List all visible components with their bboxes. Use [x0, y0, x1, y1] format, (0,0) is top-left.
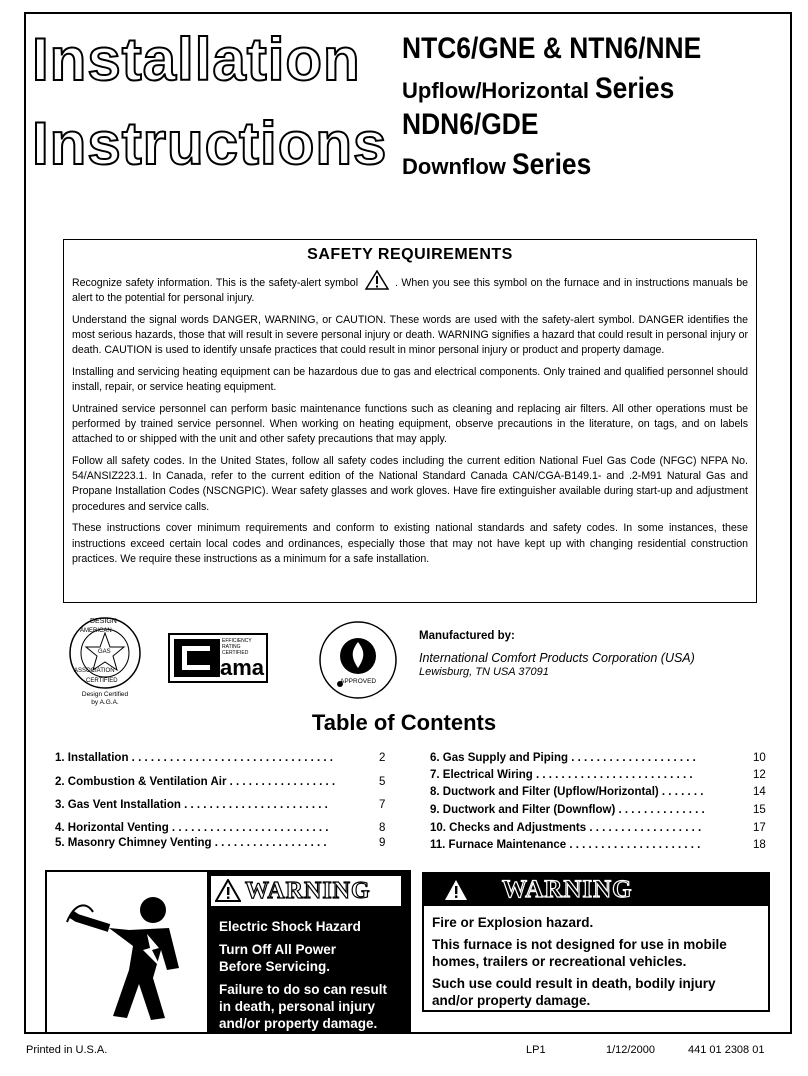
safety-paragraph-1 [72, 270, 748, 306]
toc-label: 1. Installation . . . . . . . . . . . . . . . . . . . . . . . . . . . . . . . . [55, 752, 333, 764]
warning-left-l2a: Turn Off All Power [219, 942, 336, 957]
toc-label: 9. Ductwork and Filter (Downflow) . . . . . . . . . . . . . . [430, 804, 705, 816]
toc-entry[interactable] [430, 786, 703, 801]
warning-left-l3a: Failure to do so can result [219, 982, 388, 997]
toc-page: 14 [753, 786, 766, 798]
toc-label: 5. Masonry Chimney Venting . . . . . . . . . . . . . . . . . . [55, 837, 327, 849]
warning-right-title: WARNING [502, 876, 633, 903]
toc-label: 7. Electrical Wiring . . . . . . . . . . . . . . . . . . . . . . . . . [430, 769, 693, 781]
toc-entry[interactable] [430, 804, 705, 819]
model-line-2 [402, 74, 685, 104]
safety-alert-icon [365, 270, 389, 290]
toc-page: 10 [753, 752, 766, 764]
model-line-4 [402, 150, 602, 180]
title-installation: Installation [32, 26, 361, 93]
gama-l1: EFFICIENCY [222, 638, 252, 644]
electric-shock-person-icon [57, 888, 207, 1023]
warning-right-l3b: and/or property damage. [432, 993, 591, 1008]
footer-date: 1/12/2000 [606, 1044, 655, 1056]
toc-entry[interactable] [430, 769, 693, 784]
toc-page: 18 [753, 839, 766, 851]
warning-left-alert-icon [215, 879, 241, 902]
toc-label: 4. Horizontal Venting . . . . . . . . . . . . . . . . . . . . . . . . . [55, 822, 329, 834]
model-line-1: NTC6/GNE & NTN6/NNE [402, 32, 702, 65]
warning-left-l1: Electric Shock Hazard [219, 919, 361, 934]
aga-caption-2: by A.G.A. [91, 699, 119, 706]
warning-left-l3c: and/or property damage. [219, 1016, 378, 1031]
toc-label: 11. Furnace Maintenance . . . . . . . . . . . . . . . . . . . . . [430, 839, 701, 851]
warning-right-text [432, 914, 727, 1009]
toc-right-column [430, 752, 770, 852]
aga-gas-text: GAS [98, 649, 111, 655]
toc-entry[interactable] [55, 752, 333, 767]
footer-code: LP1 [526, 1044, 546, 1056]
gama-small-text [222, 638, 252, 656]
fire-explosion-warning [422, 872, 770, 1012]
safety-paragraph-2: Understand the signal words DANGER, WARNING, or CAUTION. These words are used with the safety-alert symbol. DANGER identifies the most serious hazards, those that will result in severe personal injury or death. WARNING signifies a hazard that could result in personal injury or death. CAUTION is used to identify unsafe practices that could result in minor personal injury or product and property damage. [72, 313, 748, 357]
warning-left-title: WARNING [245, 878, 371, 904]
warning-left-banner [211, 876, 401, 906]
toc-label: 3. Gas Vent Installation . . . . . . . . . . . . . . . . . . . . . . . [55, 799, 328, 811]
model-line-3: NDN6/GDE [402, 108, 539, 141]
cga-seal-icon [318, 620, 398, 700]
warning-right-banner [424, 874, 768, 906]
model-line-4-a: Downflow [402, 154, 506, 179]
safety-heading: SAFETY REQUIREMENTS [307, 246, 513, 263]
electric-shock-warning [45, 870, 411, 1034]
aga-caption-1: Design Certified [81, 691, 129, 698]
warning-left-text [219, 918, 387, 1032]
toc-page: 2 [379, 752, 386, 764]
toc-entry[interactable] [430, 752, 696, 767]
gama-g-icon [182, 646, 210, 670]
toc-entry[interactable] [430, 839, 700, 854]
warning-right-alert-icon [444, 879, 468, 901]
warning-right-l2b: homes, trailers or recreational vehicles. [432, 954, 687, 969]
aga-american-text: AMERICAN [80, 628, 112, 634]
manufactured-by-label: Manufactured by: [419, 630, 515, 642]
gama-l2: RATING [222, 644, 241, 650]
toc-label: 2. Combustion & Ventilation Air . . . . . . . . . . . . . . . . . [55, 776, 336, 788]
gama-l3: CERTIFIED [222, 650, 249, 656]
aga-certified-logo [60, 616, 150, 706]
toc-entry[interactable] [430, 822, 701, 837]
toc-page: 5 [379, 776, 386, 788]
safety-paragraph-5: Follow all safety codes. In the United States, follow all safety codes including the current edition National Fuel Gas Code (NFGC) NFPA No. 54/ANSIZ223.1. In Canada, refer to the current edition of the National Standard Canada CAN/CGA-B149.1- and .2-M91 Natural Gas and Propane Installation Codes (NSCNGPIC). Wear safety glasses and work gloves. Have fire extinguisher available during start-up and adjustment procedures and service calls. [72, 455, 748, 513]
toc-title: Table of Contents [311, 710, 497, 735]
warning-left-panel [207, 872, 409, 1032]
manufacturer-name: International Comfort Products Corporation (USA) [419, 651, 695, 665]
manufacturer-block [419, 630, 695, 678]
safety-paragraph-6: These instructions cover minimum requirements and conform to existing national standards and safety codes. In some instances, these instructions exceed certain local codes and ordinances, especially those that may not have kept up with changing residential construction practices. We require these instructions as a minimum for a safe installation. [72, 522, 748, 565]
toc-entry[interactable] [55, 822, 328, 837]
gama-text: ama [220, 655, 265, 680]
warning-left-l2b: Before Servicing. [219, 959, 331, 974]
aga-certified-text: CERTIFIED [86, 678, 118, 684]
model-line-2-a: Upflow/Horizontal [402, 78, 589, 103]
cga-approved-text: APPROVED [340, 678, 377, 685]
toc-label: 8. Ductwork and Filter (Upflow/Horizontal) . . . . . . . [430, 786, 704, 798]
safety-paragraph-3: Installing and servicing heating equipment can be hazardous due to gas and electrical components. Only trained and qualified personnel should install, repair, or service heating equipment. [72, 366, 748, 394]
aga-caption [72, 691, 138, 707]
toc-page: 7 [379, 799, 386, 811]
safety-requirements-box [63, 239, 757, 603]
toc-page: 12 [753, 769, 766, 781]
model-line-4-b: Series [512, 148, 592, 181]
toc-page: 15 [753, 804, 766, 816]
toc-entry[interactable] [55, 776, 335, 791]
aga-association-text: ASSOCIATION [74, 668, 115, 674]
toc-label: 10. Checks and Adjustments . . . . . . . . . . . . . . . . . . [430, 822, 702, 834]
manufacturer-location: Lewisburg, TN USA 37091 [419, 666, 549, 678]
safety-p1-b: . When you see this symbol on the furnace and in instructions manuals be alert to the potential for personal injury. [72, 277, 748, 305]
model-line-2-b: Series [595, 72, 675, 105]
warning-left-l3b: in death, personal injury [219, 999, 376, 1014]
warning-right-l1: Fire or Explosion hazard. [432, 915, 594, 930]
toc-page: 17 [753, 822, 766, 834]
toc-left-column [55, 752, 390, 852]
toc-page: 8 [379, 822, 386, 834]
safety-paragraph-4: Untrained service personnel can perform basic maintenance functions such as cleaning and replacing air filters. All other operations must be performed by trained service personnel. When working on heating equipment, observe precautions in the literature, on tags, and on labels attached to or shipped with the unit and other safety precautions that may apply. [72, 402, 748, 446]
toc-entry[interactable] [55, 799, 328, 814]
warning-right-l3a: Such use could result in death, bodily injury [432, 976, 716, 991]
toc-label: 6. Gas Supply and Piping . . . . . . . . . . . . . . . . . . . . [430, 752, 696, 764]
title-instructions: Instructions [32, 110, 388, 177]
footer-doc-number: 441 01 2308 01 [688, 1044, 765, 1056]
toc-page: 9 [379, 837, 386, 849]
toc-entry[interactable] [55, 837, 327, 852]
cga-approved-logo [318, 620, 398, 700]
safety-p1-a: Recognize safety information. This is the safety-alert symbol [72, 277, 359, 289]
footer-printed: Printed in U.S.A. [26, 1044, 108, 1056]
gama-logo [168, 633, 268, 683]
aga-design-text: DESIGN [90, 618, 117, 625]
warning-right-l2a: This furnace is not designed for use in mobile [432, 937, 727, 952]
